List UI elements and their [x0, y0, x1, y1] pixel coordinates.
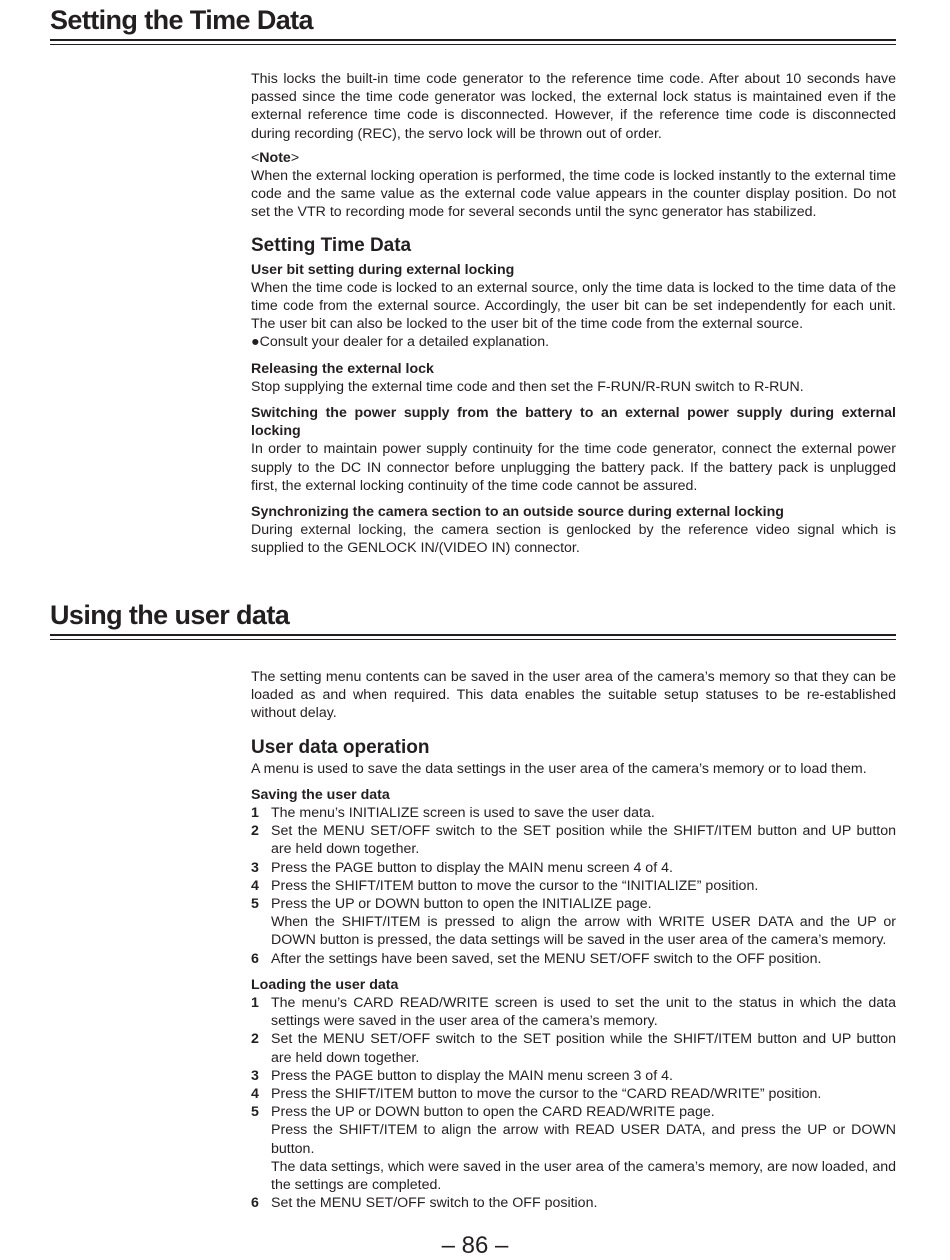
step-item: [251, 877, 896, 895]
step-number: 3: [251, 1067, 259, 1084]
step-text: Press the UP or DOWN button to open the INITIALIZE page.: [271, 896, 652, 913]
step-item: [251, 822, 896, 858]
step-item: [251, 994, 896, 1030]
step-text: Set the MENU SET/OFF switch to the SET position while the SHIFT/ITEM button and UP button are held down together.: [271, 823, 896, 858]
topic: [251, 261, 896, 352]
section-title: Setting the Time Data: [50, 5, 313, 35]
step-number: 6: [251, 950, 259, 967]
topic-text: When the time code is locked to an external source, only the time data is locked to the time data of the time code from the external source. Accordingly, the user bit can be set independently for each unit. The user bit can also be locked to the user bit of the time code from the external source.: [251, 279, 896, 333]
step-text: Set the MENU SET/OFF switch to the OFF position.: [271, 1195, 598, 1212]
loading-procedure: [251, 976, 896, 1213]
note-heading: [251, 149, 896, 167]
step-item: [251, 1067, 896, 1085]
step-text: Press the PAGE button to display the MAIN menu screen 4 of 4.: [271, 859, 673, 876]
step-item: [251, 950, 896, 968]
step-item: [251, 1030, 896, 1066]
user-section-header: [50, 600, 896, 640]
step-number: 4: [251, 1086, 259, 1103]
topic-heading: Releasing the external lock: [251, 360, 434, 377]
header-rule-thick: [50, 39, 896, 41]
time-section-header: [50, 5, 896, 45]
step-number: 5: [251, 896, 259, 913]
subsection-title: Setting Time Data: [251, 234, 412, 256]
step-number: 6: [251, 1195, 259, 1212]
step-number: 2: [251, 1031, 259, 1048]
step-text: The menu’s INITIALIZE screen is used to save the user data.: [271, 805, 655, 822]
topic-text: During external locking, the camera section is genlocked by the reference video signal which is supplied to the GENLOCK IN/(VIDEO IN) connector.: [251, 522, 896, 557]
topic: [251, 360, 896, 396]
step-number: 5: [251, 1104, 259, 1121]
topic-text: In order to maintain power supply continuity for the time code generator, connect the external power supply to the DC IN connector before unplugging the battery pack. If the battery pack is unplugged first, the external locking continuity of the time code cannot be assured.: [251, 441, 896, 494]
step-text: Press the SHIFT/ITEM button to move the cursor to the “CARD READ/WRITE” position.: [271, 1086, 822, 1103]
note-label: Note: [259, 149, 291, 166]
topic-heading: Switching the power supply from the battery to an external power supply during external locking: [251, 405, 896, 440]
step-text: Press the UP or DOWN button to open the CARD READ/WRITE page.: [271, 1104, 715, 1121]
note-close: >: [290, 149, 300, 166]
step-item: [251, 859, 896, 877]
subsection-title: User data operation: [251, 736, 430, 758]
topic-heading: User bit setting during external locking: [251, 261, 515, 278]
step-text: The menu’s CARD READ/WRITE screen is used to set the unit to the status in which the data settings were saved in the user area of the camera’s memory.: [271, 995, 896, 1030]
step-detail: Press the SHIFT/ITEM to align the arrow with READ USER DATA, and press the UP or DOWN button.: [271, 1122, 896, 1157]
step-number: 1: [251, 995, 259, 1012]
intro-paragraph: This locks the built-in time code generator to the reference time code. After about 10 seconds have passed since the time code generator was locked, the external lock status is maintained even if the external reference time code is disconnected. However, if the reference time code is disconnected during recording (REC), the servo lock will be thrown out of order.: [251, 71, 896, 142]
step-text: After the settings have been saved, set the MENU SET/OFF switch to the OFF position.: [271, 950, 822, 967]
step-number: 2: [251, 823, 259, 840]
saving-procedure: [251, 786, 896, 968]
bullet-item: ●Consult your dealer for a detailed explanation.: [251, 334, 550, 351]
step-detail: When the SHIFT/ITEM is pressed to align the arrow with WRITE USER DATA and the UP or DOWN button is pressed, the data settings will be saved in the user area of the camera’s memory.: [271, 914, 896, 949]
subsection-intro: A menu is used to save the data settings in the user area of the camera’s memory or to load them.: [251, 760, 867, 777]
header-rule-thin: [50, 639, 896, 640]
note-text: When the external locking operation is performed, the time code is locked instantly to the external time code and the same value as the external code value appears in the counter display position. Do not set the VTR to recording mode for several seconds until the sync generator has stabilized.: [251, 168, 896, 221]
topic-text: Stop supplying the external time code and then set the F-RUN/R-RUN switch to R-RUN.: [251, 378, 804, 395]
step-detail: The data settings, which were saved in the user area of the camera’s memory, are now loaded, and the settings are completed.: [271, 1158, 896, 1194]
procedure-heading: Saving the user data: [251, 786, 390, 803]
step-item: [251, 804, 896, 822]
intro-paragraph: The setting menu contents can be saved in the user area of the camera’s memory so that they can be loaded as and when required. This data enables the suitable setup statuses to be re-established without delay.: [251, 669, 896, 722]
header-rule-thin: [50, 44, 896, 45]
user-section-body: [251, 668, 896, 1212]
step-number: 4: [251, 877, 259, 894]
section-title: Using the user data: [50, 600, 290, 630]
header-rule-thick: [50, 634, 896, 636]
step-item: [251, 1103, 896, 1194]
step-number: 1: [251, 805, 259, 822]
step-text: Press the SHIFT/ITEM button to move the cursor to the “INITIALIZE” position.: [271, 877, 759, 894]
step-text: Set the MENU SET/OFF switch to the SET position while the SHIFT/ITEM button and UP button are held down together.: [271, 1031, 896, 1066]
topic: [251, 404, 896, 495]
time-section-body: [251, 70, 896, 558]
step-text: Press the PAGE button to display the MAIN menu screen 3 of 4.: [271, 1067, 673, 1084]
topic-heading: Synchronizing the camera section to an outside source during external locking: [251, 504, 784, 521]
step-item: [251, 1085, 896, 1103]
step-item: [251, 895, 896, 950]
step-item: [251, 1194, 896, 1212]
topic: [251, 503, 896, 558]
page-number: – 86 –: [441, 1232, 509, 1259]
step-number: 3: [251, 859, 259, 876]
note-open: <: [251, 149, 260, 166]
procedure-heading: Loading the user data: [251, 976, 399, 993]
